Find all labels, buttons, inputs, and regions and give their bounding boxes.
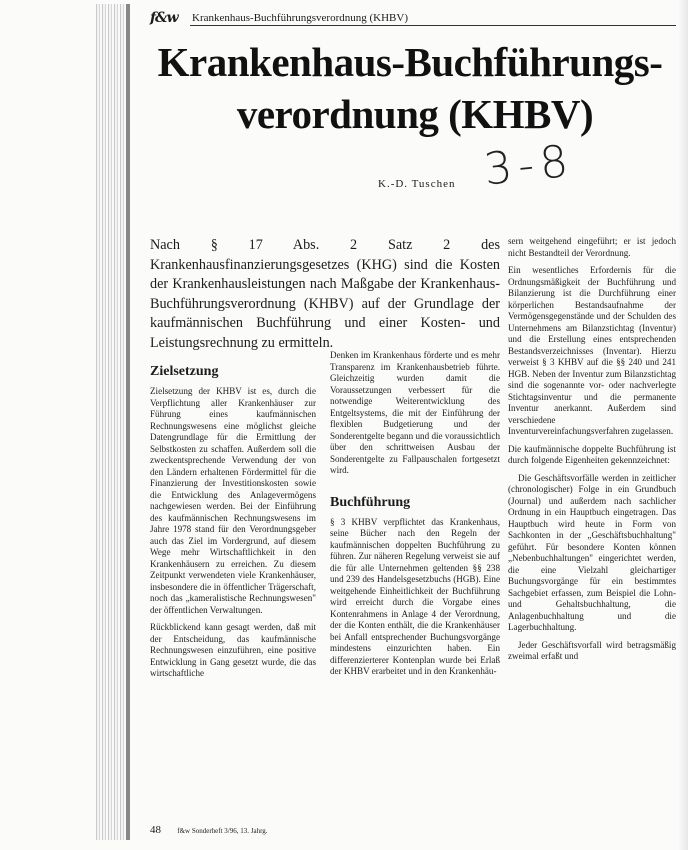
journal-logo: f&w bbox=[150, 10, 178, 26]
lead-paragraph: Nach § 17 Abs. 2 Satz 2 des Krankenhausfinanzierungsgesetzes (KHG) sind die Kosten der Krankenhausleistungen nach Maßgabe der Krankenhaus-Buchführungsverordnung (KHBV) auf der Grundlage der kaufmännischen Buchführung und einer Kosten- und Leistungsrechnung zu ermitteln. bbox=[150, 237, 500, 351]
running-header bbox=[150, 10, 670, 26]
page-number: 48 bbox=[150, 824, 161, 836]
scan-edge-shading bbox=[678, 0, 688, 850]
running-title: Krankenhaus-Buchführungsverordnung (KHBV) bbox=[192, 12, 408, 24]
column-right bbox=[508, 236, 676, 669]
body-paragraph: Die kaufmännische doppelte Buchführung ist durch folgende Eigenheiten gekennzeichnet: bbox=[508, 443, 676, 465]
body-paragraph: Die Geschäftsvorfälle werden in zeitlicher (chronologischer) Folge in ein Grundbuch (Journal) und außerdem nach sachlicher Ordnung in ein Hauptbuch eingetragen. Das Hauptbuch wird heute in Form von Sachkonten in der „Geschäftsbuchhaltung" geführt. Für besondere Konten können „Nebenbuchhaltungen" eingerichtet werden, die eine Vielzahl gleichartiger Buchungsvorgänge für ein bestimmtes Sachgebiet erfassen, zum Beispiel die Lohn- und Gehaltsbuchhaltung, die Anlagenbuchhaltung und die Lagerbuchhaltung. bbox=[508, 472, 676, 632]
column-middle bbox=[330, 350, 500, 684]
body-paragraph: sern weitgehend eingeführt; er ist jedoch nicht Bestandteil der Verordnung. bbox=[508, 236, 676, 258]
author-name: K.-D. Tuschen bbox=[378, 178, 456, 190]
page-stack-shadow bbox=[126, 4, 130, 840]
body-paragraph: Denken im Krankenhaus förderte und es mehr Transparenz im Krankenhausbetrieb führte. Gleichzeitig wurden damit die Voraussetzungen verbessert für die notwendige Weiterentwicklung des Entgeltsystems, die mit der Einführung der flexiblen Budgetierung und der Sonderentgelte begann und die voraussichtlich über den schrittweisen Ausbau der Sonderentgelte zu Fallpauschalen fortgesetzt wird. bbox=[330, 350, 500, 475]
page-stack-edge bbox=[96, 4, 128, 840]
article-title-line2: verordnung (KHBV) bbox=[236, 91, 594, 137]
header-rule bbox=[190, 25, 676, 26]
source-citation: f&w Sonderheft 3/96, 13. Jahrg. bbox=[177, 827, 268, 835]
body-paragraph: Ein wesentliches Erfordernis für die Ordnungsmäßigkeit der Buchführung und Bilanzierung ist die Durchführung einer körperlichen Bestandsaufnahme der Vermögensgegenstände und der Schulden des Unternehmens am Bilanzstichtag (Inventur) und die Erstellung eines entsprechenden Bestandsverzeichnisses (Inventar). Hierzu verweist § 3 KHBV auf die §§ 240 und 241 HGB. Neben der Inventur zum Bilanzstichtag sind die sogenannte vor- oder nachverlegte Stichtagsinventur und die permanente Inventur anerkannt. Außerdem sind verschiedene Inventurvereinfachungsverfahren zugelassen. bbox=[508, 265, 676, 436]
section-heading-buchfuehrung: Buchführung bbox=[330, 494, 411, 510]
column-left bbox=[150, 364, 316, 686]
article-title-line1: Krankenhaus-Buchführungs- bbox=[157, 39, 663, 85]
handwritten-note: 3-8 bbox=[481, 135, 577, 196]
page-footer bbox=[150, 824, 450, 836]
body-paragraph: § 3 KHBV verpflichtet das Krankenhaus, seine Bücher nach den Regeln der kaufmännischen doppelten Buchführung zu führen. Zur näheren Regelung verweist sie auf die für alle Unternehmen geltenden §§ 238 und 239 des Handelsgesetzbuchs (HGB). Eine weitgehende Einheitlichkeit der Buchführung wird erreicht durch die Vorgabe eines Kontenrahmens in Anlage 4 der Verordnung, der die Konten enthält, die die Krankenhäuser bei Anfall entsprechender Buchungsvorgänge mindestens einzurichten haben. Ein differenzierterer Kontenplan wurde bei Erlaß der KHBV erarbeitet und in den Krankenhäu- bbox=[330, 516, 500, 676]
body-paragraph: Rückblickend kann gesagt werden, daß mit der Entscheidung, das kaufmännische Rechnungswesen einzuführen, eine positive Entwicklung in Gang gesetzt wurde, die das wirtschaftliche bbox=[150, 622, 316, 678]
body-paragraph: Zielsetzung der KHBV ist es, durch die Verpflichtung aller Krankenhäuser zur Führung eines kaufmännischen Rechnungswesens eine möglichst gleiche Datengrundlage für die Ermittlung der Selbstkosten zu schaffen. Außerdem soll die zweckentsprechende Verwendung der von den Ländern erhaltenen Fördermittel für die Finanzierung der Investitionskosten sowie die Entwicklung des Anlagevermögens nachgewiesen werden. Bei der Einführung des kaufmännischen Rechnungswesens im Jahre 1978 stand für den Verordnungsgeber auch das Ziel im Vordergrund, auf diesem Wege mehr Wirtschaftlichkeit in den Krankenhäusern zu erreichen. Zu diesem Zeitpunkt verwendeten viele Krankenhäuser, insbesondere die in öffentlicher Trägerschaft, noch das „kameralistische Rechnungswesen" der öffentlichen Verwaltungen. bbox=[150, 386, 316, 615]
body-paragraph: Jeder Geschäftsvorfall wird betragsmäßig zweimal erfaßt und bbox=[508, 639, 676, 661]
section-heading-zielsetzung: Zielsetzung bbox=[150, 364, 219, 379]
